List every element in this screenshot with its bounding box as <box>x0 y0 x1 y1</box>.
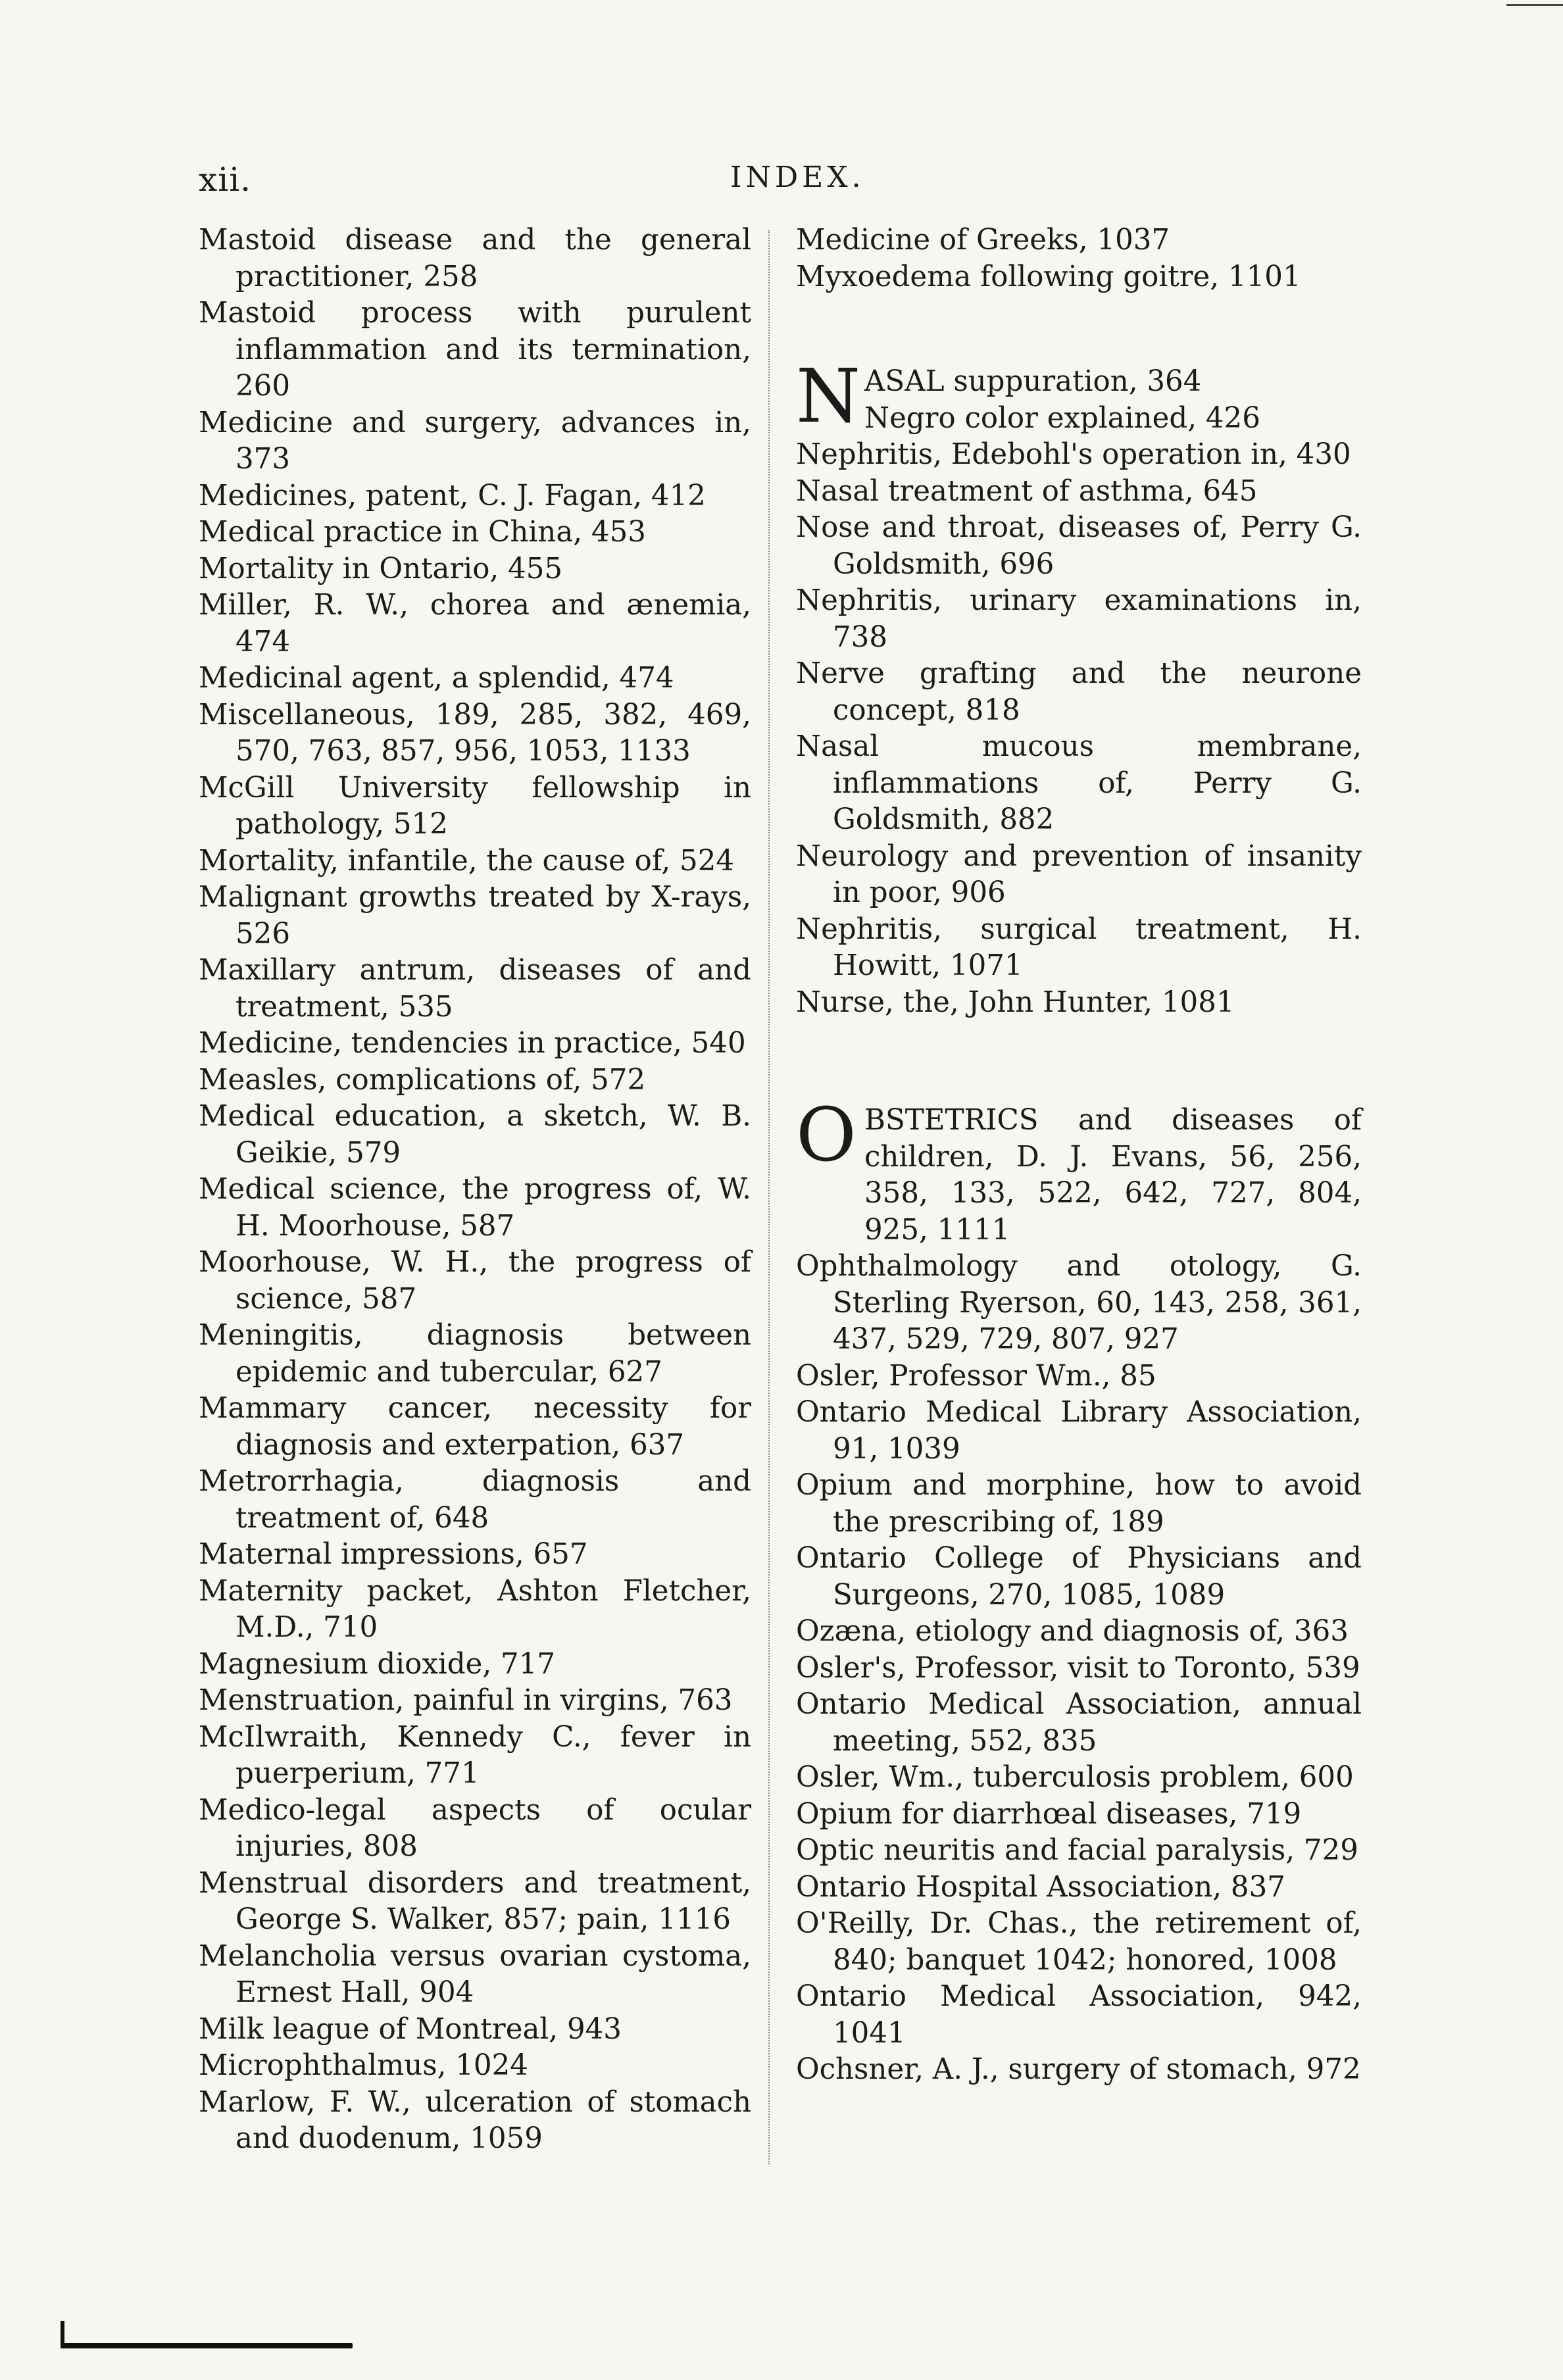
index-entry: Nerve grafting and the neurone concept, 818 <box>796 657 1362 727</box>
index-entry: Measles, complications of, 572 <box>199 1063 646 1097</box>
right-index-column <box>796 222 1362 2089</box>
column-divider <box>768 230 770 2164</box>
index-entry: Medical science, the progress of, W. H. Moorhouse, 587 <box>199 1173 751 1243</box>
index-entry: Nose and throat, diseases of, Perry G. Goldsmith, 696 <box>796 511 1362 581</box>
index-entry: Osler, Wm., tuberculosis problem, 600 <box>796 1761 1354 1794</box>
index-entry: Medicines, patent, C. J. Fagan, 412 <box>199 479 706 512</box>
index-entry: Neurology and prevention of insanity in poor, 906 <box>796 839 1362 909</box>
index-entry: Ophthalmology and otology, G. Sterling Ryerson, 60, 143, 258, 361, 437, 529, 729, 807, 927 <box>796 1250 1362 1356</box>
index-entry: Ontario Medical Association, annual meeting, 552, 835 <box>796 1688 1362 1758</box>
index-entry: Osler, Professor Wm., 85 <box>796 1359 1156 1393</box>
index-entry: Microphthalmus, 1024 <box>199 2049 528 2082</box>
dropcap-o: O <box>796 1093 856 1178</box>
index-entry: Ontario Medical Association, 942, 1041 <box>796 1980 1362 2050</box>
index-entry: O'Reilly, Dr. Chas., the retirement of, 840; banquet 1042; honored, 1008 <box>796 1907 1362 1977</box>
index-entry: Ontario Medical Library Association, 91, 1039 <box>796 1396 1362 1466</box>
index-entry-head: BSTETRICS and diseases of children, D. J. Evans, 56, 256, 358, 133, 522, 642, 727, 804, 925, 1111 <box>864 1104 1362 1247</box>
index-entry: Mortality in Ontario, 455 <box>199 552 563 585</box>
index-entry: Osler's, Professor, visit to Toronto, 539 <box>796 1651 1360 1685</box>
index-entry: Menstruation, painful in virgins, 763 <box>199 1684 733 1717</box>
index-entry: Magnesium dioxide, 717 <box>199 1647 556 1681</box>
dropcap-n: N <box>796 354 860 439</box>
index-entry: Nephritis, Edebohl's operation in, 430 <box>796 438 1351 471</box>
index-entry: Ontario College of Physicians and Surgeons, 270, 1085, 1089 <box>796 1542 1362 1612</box>
index-entry: Mastoid disease and the general practitioner, 258 <box>199 224 751 293</box>
index-entry: Medicine of Greeks, 1037 <box>796 224 1170 257</box>
index-entry: Maternal impressions, 657 <box>199 1538 588 1571</box>
left-index-column <box>199 222 751 2158</box>
index-entry: Nurse, the, John Hunter, 1081 <box>796 985 1235 1019</box>
index-entry: Opium for diarrhœal diseases, 719 <box>796 1797 1302 1831</box>
section-gap <box>796 1021 1362 1103</box>
index-entry: Medicine, tendencies in practice, 540 <box>199 1027 746 1060</box>
top-edge-line <box>1506 4 1563 6</box>
index-entry: Melancholia versus ovarian cystoma, Ernest Hall, 904 <box>199 1939 751 2009</box>
index-entry: Moorhouse, W. H., the progress of science, 587 <box>199 1246 751 1316</box>
index-entry: Milk league of Montreal, 943 <box>199 2012 622 2046</box>
index-entry: Medico-legal aspects of ocular injuries, 808 <box>199 1793 751 1863</box>
index-entry: Mammary cancer, necessity for diagnosis and exterpation, 637 <box>199 1392 751 1462</box>
index-entry: Medical education, a sketch, W. B. Geikie, 579 <box>199 1100 751 1170</box>
index-entry: Mortality, infantile, the cause of, 524 <box>199 844 735 878</box>
section-o-first-entry <box>796 1093 1362 1249</box>
index-entry: Ozæna, etiology and diagnosis of, 363 <box>796 1615 1349 1648</box>
index-entry: Nasal treatment of asthma, 645 <box>796 474 1258 508</box>
page-title: INDEX. <box>730 161 865 194</box>
index-entry-head: ASAL suppuration, 364 <box>864 365 1202 398</box>
index-entry: Medical practice in China, 453 <box>199 516 646 549</box>
index-entry: Miller, R. W., chorea and ænemia, 474 <box>199 589 751 658</box>
index-entry: Nephritis, surgical treatment, H. Howitt, 1071 <box>796 912 1362 982</box>
index-entry: Miscellaneous, 189, 285, 382, 469, 570, 763, 857, 956, 1053, 1133 <box>199 698 751 768</box>
index-entry: Myxoedema following goitre, 1101 <box>796 260 1301 293</box>
index-entry: Negro color explained, 426 <box>864 401 1260 435</box>
index-entry: Meningitis, diagnosis between epidemic and tubercular, 627 <box>199 1319 751 1389</box>
index-entry: Ochsner, A. J., surgery of stomach, 972 <box>796 2053 1361 2086</box>
index-entry: Nasal mucous membrane, inflammations of, Perry G. Goldsmith, 882 <box>796 730 1362 836</box>
index-entry: Opium and morphine, how to avoid the prescribing of, 189 <box>796 1469 1362 1539</box>
page-number: xii. <box>199 161 252 199</box>
index-entry: Metrorrhagia, diagnosis and treatment of, 648 <box>199 1465 751 1535</box>
section-gap <box>796 295 1362 364</box>
index-entry: McIlwraith, Kennedy C., fever in puerperium, 771 <box>199 1720 751 1790</box>
index-entry: McGill University fellowship in pathology, 512 <box>199 771 751 841</box>
index-entry: Malignant growths treated by X-rays, 526 <box>199 881 751 951</box>
index-entry: Marlow, F. W., ulceration of stomach and duodenum, 1059 <box>199 2085 751 2155</box>
index-entry: Ontario Hospital Association, 837 <box>796 1870 1285 1904</box>
section-n-first-entry <box>796 354 1362 439</box>
index-entry: Mastoid process with purulent inflammation and its termination, 260 <box>199 297 751 403</box>
index-entry: Maxillary antrum, diseases of and treatment, 535 <box>199 954 751 1024</box>
index-entry: Nephritis, urinary examinations in, 738 <box>796 584 1362 654</box>
index-entry: Optic neuritis and facial paralysis, 729 <box>796 1834 1358 1867</box>
bottom-rule <box>63 2343 353 2348</box>
index-entry: Maternity packet, Ashton Fletcher, M.D., 710 <box>199 1574 751 1644</box>
index-entry: Menstrual disorders and treatment, George S. Walker, 857; pain, 1116 <box>199 1866 751 1936</box>
index-entry: Medicine and surgery, advances in, 373 <box>199 406 751 476</box>
index-entry: Medicinal agent, a splendid, 474 <box>199 662 674 695</box>
